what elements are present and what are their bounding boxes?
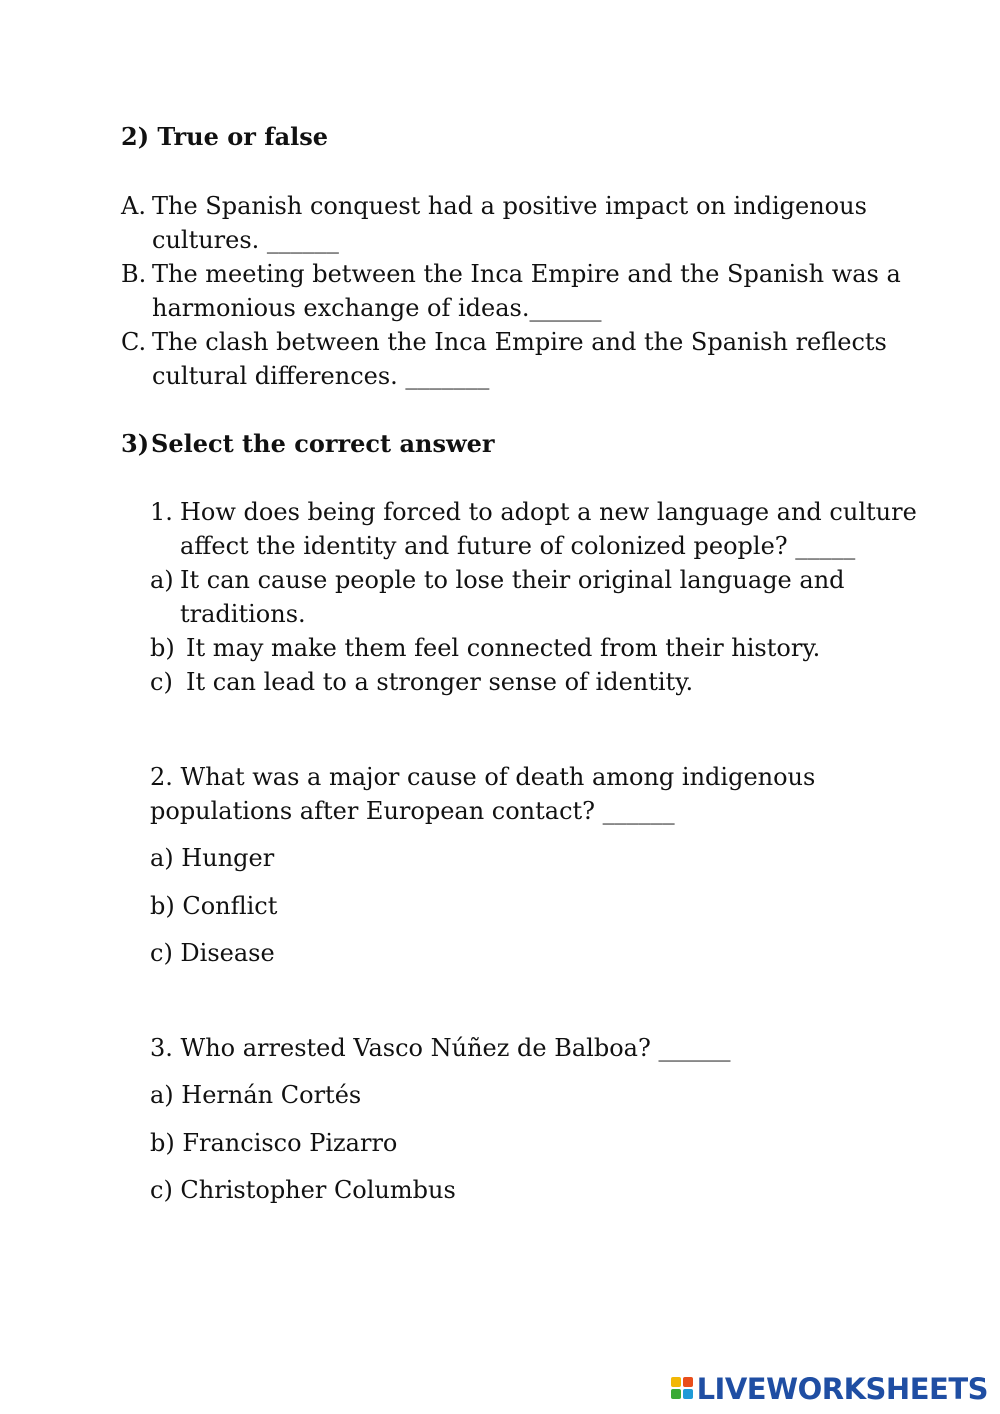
item-label: A. xyxy=(121,192,146,220)
section-3-number: 3) xyxy=(121,429,150,458)
option-label: a) xyxy=(150,566,174,594)
item-text-line1: The Spanish conquest had a positive impact on indigenous xyxy=(152,192,867,220)
question-3-option-c: c) Christopher Columbus xyxy=(150,1176,456,1204)
item-text-line2: cultures. ______ xyxy=(152,226,339,254)
question-2-option-a: a) Hunger xyxy=(150,844,275,872)
option-text: It can lead to a stronger sense of identity. xyxy=(186,668,694,696)
option-label: c) xyxy=(150,668,173,696)
option-text-line2: traditions. xyxy=(180,600,306,628)
question-text-line1: How does being forced to adopt a new language and culture xyxy=(180,498,917,526)
item-label: C. xyxy=(121,328,147,356)
section-3-title: Select the correct answer xyxy=(151,429,495,458)
question-2-option-c: c) Disease xyxy=(150,939,275,967)
question-3-text: 3. Who arrested Vasco Núñez de Balboa? ______ xyxy=(150,1034,731,1062)
question-2-option-b: b) Conflict xyxy=(150,892,278,920)
item-text-line1: The meeting between the Inca Empire and the Spanish was a xyxy=(152,260,901,288)
option-label: b) xyxy=(150,634,175,662)
item-text-line2: cultural differences. _______ xyxy=(152,362,490,390)
question-number: 1. xyxy=(150,498,173,526)
liveworksheets-logo-icon xyxy=(671,1377,695,1401)
section-2-heading: 2) True or false xyxy=(121,122,329,151)
question-3-option-b: b) Francisco Pizarro xyxy=(150,1129,398,1157)
question-3-option-a: a) Hernán Cortés xyxy=(150,1081,362,1109)
liveworksheets-logo xyxy=(671,1374,988,1404)
item-text-line2: harmonious exchange of ideas.______ xyxy=(152,294,602,322)
question-text-line2: affect the identity and future of colonized people? _____ xyxy=(180,532,856,560)
logo-text: LIVEWORKSHEETS xyxy=(696,1372,988,1406)
item-label: B. xyxy=(121,260,147,288)
item-text-line1: The clash between the Inca Empire and the Spanish reflects xyxy=(152,328,887,356)
option-text-line1: It can cause people to lose their original language and xyxy=(180,566,845,594)
question-2-line2: populations after European contact? ______ xyxy=(150,797,675,825)
question-2-line1: 2. What was a major cause of death among indigenous xyxy=(150,763,816,791)
option-text: It may make them feel connected from their history. xyxy=(186,634,821,662)
